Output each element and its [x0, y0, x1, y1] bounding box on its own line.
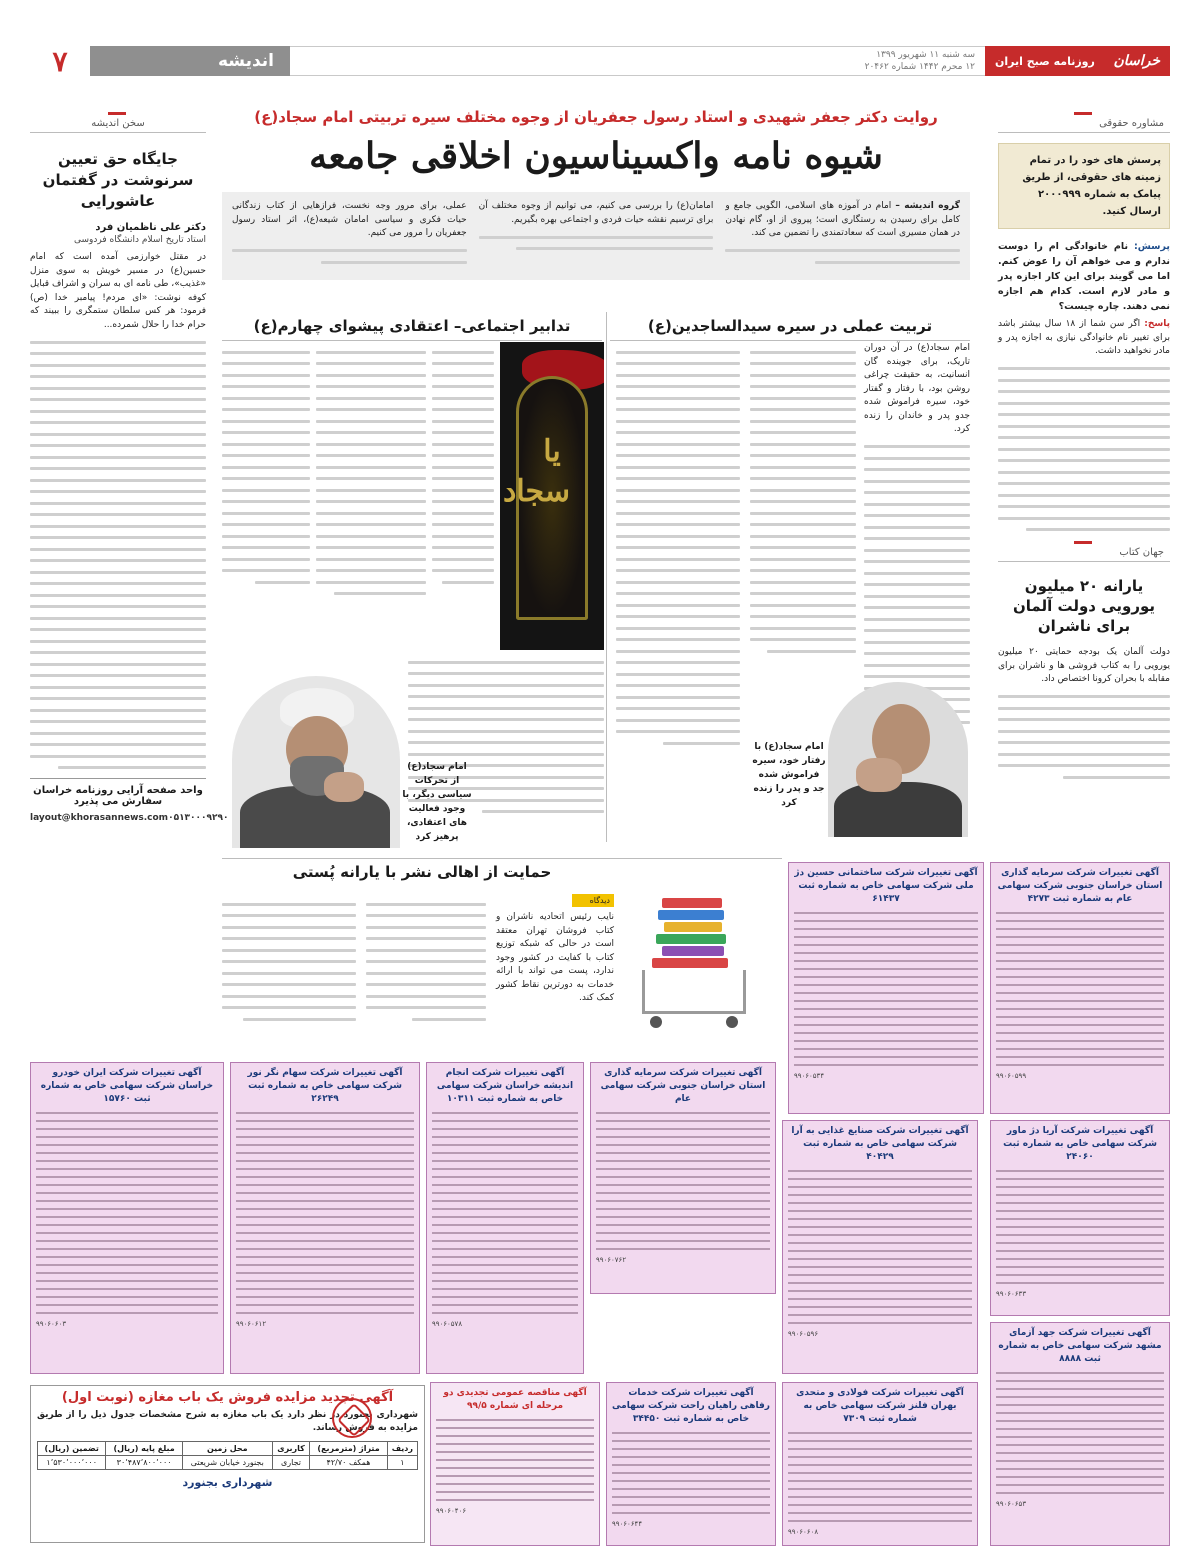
jafarian-portrait [232, 676, 400, 848]
postal-subsidy-news [222, 858, 782, 1058]
th-usage: کاربری [272, 1442, 310, 1456]
cart-basket [642, 970, 746, 1014]
divider [998, 132, 1170, 133]
ad-6 [30, 1062, 224, 1374]
layout-service-title: واحد صفحه آرایی روزنامه خراسان سفارش می پذیرد [33, 784, 203, 807]
ad-8 [782, 1382, 978, 1546]
th-area: متراژ (مترمربع) [310, 1442, 387, 1456]
postal-news-col-2 [366, 894, 486, 1029]
ad-code: ۹۹۰۶۰۵۹۹ [996, 1072, 1027, 1080]
ad-10 [430, 1382, 600, 1546]
issue-date-line-2: ۱۲ محرم ۱۴۴۲ شماره ۲۰۴۶۲ [864, 62, 975, 72]
answer [998, 318, 1170, 359]
section-right-header [610, 310, 970, 341]
main-article [222, 106, 970, 280]
th-location: محل زمین [182, 1442, 272, 1456]
ad-code: ۹۹۰۶۰۶۱۲ [236, 1320, 267, 1328]
cell: ۱٬۵۳۰٬۰۰۰٬۰۰۰ [38, 1456, 106, 1470]
cart-wheel [650, 1016, 662, 1028]
masthead [30, 46, 1170, 76]
ad-title: آگهی مناقصه عمومی تجدیدی دو مرحله ای شماره ۹۹/۵ [443, 1388, 587, 1411]
cell: همکف ۴۲/۷۰ [310, 1456, 387, 1470]
pull-quote-right: امام سجاد(ع) با رفتار خود، سیره فراموش شده جد و پدر را زنده کرد [752, 742, 826, 808]
lead-text-2: امامان(ع) را بررسی می کنیم، می توانیم از وجوه مختلف آن برای ترسیم نقشه حیات فردی و اجتماعی بهره بگیریم. [478, 201, 714, 225]
article-left-col-d [222, 342, 310, 592]
cell: تجاری [272, 1456, 310, 1470]
answer-text: اگر سن شما از ۱۸ سال بیشتر باشد برای تغییر نام خانوادگی نیازی به اجازه پدر و مادر نخواهید داشت. [998, 319, 1170, 356]
article-left-col-c [316, 342, 426, 604]
answer-continuation [998, 367, 1170, 531]
table-row [38, 1456, 418, 1470]
article-right-col-b [750, 342, 856, 661]
quote-left [402, 760, 472, 844]
article-headline: شیوه نامه واکسیناسیون اخلاقی جامعه [309, 135, 883, 177]
lead-text-1: امام در آموزه های اسلامی، الگویی جامع و کامل برای رسیدن به رستگاری است؛ پیروی از او، گام نهادن در همان مسیری است که سعادتمندی را تضمین می کند. [725, 201, 960, 238]
ad-3 [782, 1120, 978, 1374]
portrait-robe [834, 782, 962, 837]
pull-quote-left: امام سجاد(ع) از تحرکات سیاسی دیگر، با وجود فعالیت های اعتقادی، پرهیز کرد [402, 762, 472, 842]
tender-table-header [38, 1442, 418, 1456]
legal-kicker: مشاوره حقوقی [1099, 118, 1164, 129]
column-divider [606, 312, 607, 842]
ad-code: ۹۹۰۶۰۴۰۶ [436, 1507, 467, 1515]
ad-code: ۹۹۰۶۰۵۷۸ [432, 1320, 463, 1328]
ad-2 [590, 1062, 776, 1294]
quote-right [752, 740, 826, 810]
tender-signature: شهرداری بجنورد [182, 1476, 273, 1489]
opinion-column [30, 112, 229, 823]
lead-col-1 [725, 200, 960, 272]
lead-byline: گروه اندیشه – [895, 201, 960, 211]
sms-question-box: پرسش های خود را در تمام زمینه های حقوقی، از طریق پیامک به شماره ۲۰۰۰۹۹۹ ارسال کنید. [998, 143, 1170, 229]
ad-code: ۹۹۰۶۰۵۹۶ [788, 1330, 819, 1338]
ad-code: ۹۹۰۶۰۶۰۳ [36, 1320, 67, 1328]
postal-news-col-1 [496, 894, 614, 1006]
question-label: پرسش: [1133, 241, 1170, 252]
th-row: ردیف [387, 1442, 417, 1456]
municipality-logo [332, 1398, 372, 1438]
divider [30, 132, 206, 133]
ad-title: آگهی تغییرات شرکت خدمات رفاهی راهیان راحت شرکت سهامی خاص به شماره ثبت ۳۴۴۵۰ [612, 1388, 770, 1424]
layout-email[interactable]: layout@khorasannews.com [30, 812, 169, 823]
answer-label: پاسخ: [1144, 319, 1170, 329]
portrait-hand [324, 772, 364, 802]
sub-heading-left: تدابیر اجتماعی– اعتقادی پیشوای چهارم(ع) [253, 317, 571, 335]
tender-title: آگهی تجدید مزایده فروش یک باب مغازه (نوبت اول) [61, 1390, 394, 1405]
shahidi-portrait [828, 682, 968, 837]
cell: ۳۰٬۴۸۷٬۸۰۰٬۰۰۰ [106, 1456, 182, 1470]
article-text: امام سجاد(ع) در آن دوران تاریک، برای جوینده گان انسانیت، به حقیقت چراغی روشن بود، با رفتار و گفتار خود، سیره فراموش شده جدو پدر و خاندان را زنده کرد. [864, 343, 970, 434]
book-news-text: دولت آلمان یک بودجه حمایتی ۲۰ میلیون یورویی را به کتاب فروشی ها و ناشران برای مقابله با بحران کرونا اختصاص داد. [998, 647, 1170, 684]
ad-1 [990, 862, 1170, 1114]
layout-contact [30, 812, 229, 823]
ad-title: آگهی تغییرات شرکت جهد آزمای مشهد شرکت سهامی خاص به شماره ثبت ۸۸۸۸ [998, 1328, 1162, 1364]
postal-news-title: حمایت از اهالی نشر با یارانه پُستی [292, 863, 552, 881]
ad-code: ۹۹۰۶۰۶۴۴ [612, 1520, 643, 1528]
author-role: استاد تاریخ اسلام دانشگاه فردوسی [74, 235, 206, 245]
ad-title: آگهی تغییرات شرکت ایران خودرو خراسان شرکت سهامی خاص به شماره ثبت ۱۵۷۶۰ [40, 1068, 214, 1104]
section-title: اندیشه [90, 46, 290, 76]
ad-code: ۹۹۰۶۰۷۶۲ [596, 1256, 627, 1264]
book-cart-image [622, 888, 782, 1038]
divider [998, 561, 1170, 562]
ad-title: آگهی تغییرات شرکت ساختمانی حسین دژ ملی شرکت سهامی خاص به شماره ثبت ۶۱۴۳۷ [794, 868, 978, 904]
paper-logo: خراسان [1113, 53, 1160, 69]
ad-title: آگهی تغییرات شرکت انجام اندیشه خراسان شرکت سهامی خاص به شماره ثبت ۱۰۳۱۱ [436, 1068, 574, 1104]
book-kicker: جهان کتاب [1119, 547, 1164, 558]
cell: بجنورد خیابان شریعتی [182, 1456, 272, 1470]
article-supertitle: روایت دکتر جعفر شهیدی و استاد رسول جعفریان از وجوه مختلف سیره تربیتی امام سجاد(ع) [254, 108, 938, 126]
article-lead [222, 192, 970, 280]
opinion-kicker: سخن اندیشه [91, 118, 145, 129]
article-right-col-a [864, 342, 970, 733]
article-right-col-c [616, 342, 740, 753]
ad-4 [426, 1062, 584, 1374]
layout-phone[interactable]: ۰۵۱۳۰۰۰۹۲۹۰ [168, 812, 229, 823]
question-text: نام خانوادگی ام را دوست ندارم و می خواهم آن را عوض کنم. اما می گویند برای این کار اجازه پدر و مادر لازم است. کدام هم اجازه نمی دهند. چاره چیست؟ [998, 241, 1170, 312]
ad-9 [606, 1382, 776, 1546]
book-news-continuation [998, 695, 1170, 779]
divider [610, 340, 970, 341]
tender-table [37, 1441, 418, 1470]
ad-title: آگهی تغییرات شرکت صنایع غذایی به آرا شرکت سهامی خاص به شماره ثبت ۴۰۴۲۹ [791, 1126, 969, 1162]
issue-date [290, 46, 985, 76]
sub-heading-right: تربیت عملی در سیره سیدالساجدین(ع) [647, 317, 933, 335]
opinion-body: در مقتل خوارزمی آمده است که امام حسین(ع) در مسیر خویش به سوی منزل «غذیب»، طی نامه ای به سران و اشراف قبایل کوفه نوشت: «ای مردم! پیامبر خدا (ص) فرمود: هر کس سلطان ستمگری را ببیند که حرام خدا را حلال شمرده... [30, 252, 206, 330]
ad-title: آگهی تغییرات شرکت فولادی و متحدی بهران فلنز شرکت سهامی خاص به شماره ثبت ۷۳۰۹ [796, 1388, 964, 1424]
th-base-price: مبلغ پایه (ریال) [106, 1442, 182, 1456]
section-left-header [222, 310, 602, 341]
cell: ۱ [387, 1456, 417, 1470]
question [998, 239, 1170, 314]
ad-code: ۹۹۰۶۰۶۵۳ [996, 1500, 1027, 1508]
th-guarantee: تضمین (ریال) [38, 1442, 106, 1456]
issue-date-line-1: سه شنبه ۱۱ شهریور ۱۳۹۹ [876, 50, 975, 60]
ad-title: آگهی تغییرات شرکت سرمایه گذاری استان خراسان جنوبی شرکت سهامی عام به شماره ثبت ۴۲۷۳ [997, 868, 1163, 904]
ad-title: آگهی تغییرات شرکت سهام نگر نور شرکت سهامی خاص به شماره ثبت ۲۶۲۴۹ [247, 1068, 403, 1104]
divider [222, 340, 602, 341]
postal-news-col-3 [222, 894, 356, 1029]
tender-body: شهرداری بجنورد در نظر دارد یک باب مغازه به شرح مشخصات جدول ذیل را از طریق مزایده به فروش رساند. [37, 1410, 418, 1433]
ad-11 [990, 1322, 1170, 1546]
paper-name: روزنامه صبح ایران [995, 54, 1095, 68]
opinion-title: جایگاه حق تعیین سرنوشت در گفتمان عاشورایی [42, 150, 194, 210]
lead-col-2 [479, 200, 714, 272]
ad-code: ۹۹۰۶۰۶۰۸ [788, 1528, 819, 1536]
book-news-title: یارانه ۲۰ میلیون یورویی دولت آلمان برای ناشران [1012, 577, 1156, 635]
ad-5 [230, 1062, 420, 1374]
ad-7 [990, 1120, 1170, 1316]
article-left-col-a [432, 342, 494, 592]
portrait-hand [856, 758, 902, 792]
legal-advice-column [998, 112, 1170, 787]
ad-title: آگهی تغییرات شرکت سرمایه گذاری استان خراسان جنوبی شرکت سهامی عام [600, 1068, 766, 1104]
brand-block [985, 46, 1170, 76]
opinion-tag: دیدگاه [572, 894, 614, 907]
ad-0 [788, 862, 984, 1114]
opinion-body-continuation [30, 341, 206, 770]
lead-col-3 [232, 200, 467, 272]
calligraphy-text: یا سجاد [502, 434, 570, 509]
ad-title: آگهی تغییرات شرکت آریا دژ ماور شرکت سهامی خاص به شماره ثبت ۲۴۰۶۰ [1003, 1126, 1157, 1162]
postal-news-text: نایب رئیس اتحادیه ناشران و کتاب فروشان تهران معتقد است در حالی که شبکه توزیع کتاب با کفایت در کشور وجود ندارد، پست می تواند با ارائه خدمات به دورترین نقاط کشور کمک کند. [496, 912, 614, 1003]
page-number: ۷ [52, 44, 68, 78]
cart-wheel [726, 1016, 738, 1028]
ad-code: ۹۹۰۶۰۶۳۳ [996, 1290, 1027, 1298]
author-name: دکتر علی ناظمیان فرد [95, 222, 206, 233]
layout-service-ad [30, 778, 229, 823]
ad-code: ۹۹۰۶۰۵۳۴ [794, 1072, 825, 1080]
lead-text-3: عملی، برای مرور وجه نخست، فرازهایی از کتاب زندگانی حیات فکری و سیاسی امامان شیعه(ع)، اثر استاد رسول جعفریان را مرور می کنیم. [231, 201, 467, 238]
imam-sajjad-artwork [500, 342, 604, 650]
